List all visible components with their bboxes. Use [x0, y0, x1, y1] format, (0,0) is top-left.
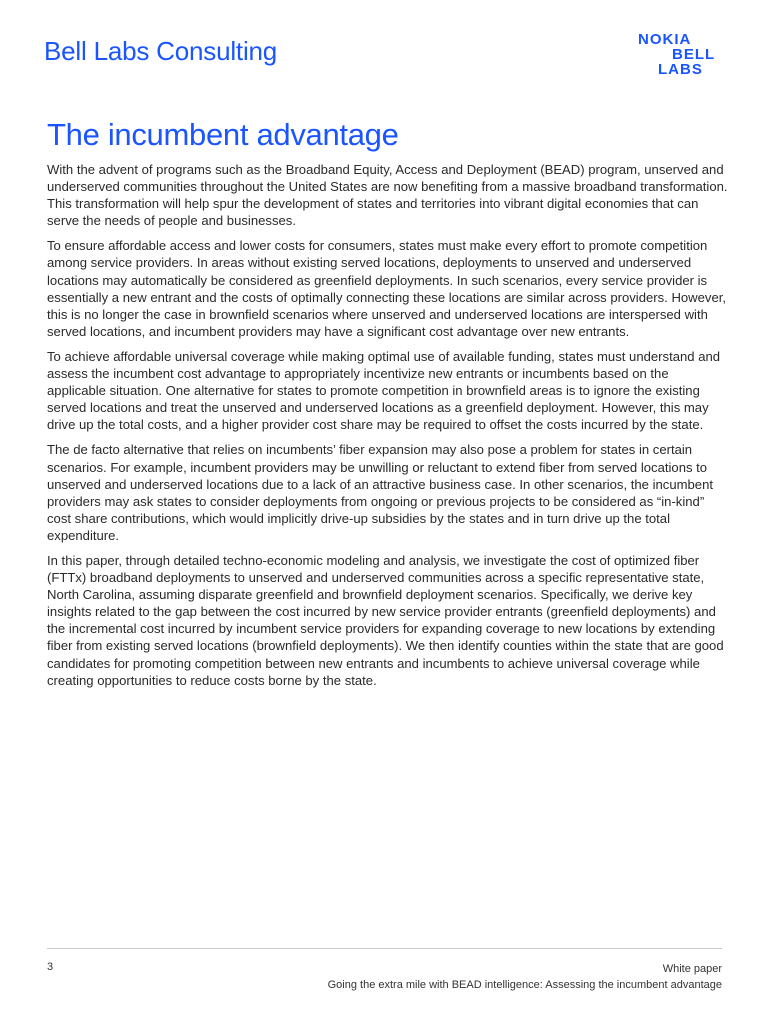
logo-line-3: LABS: [658, 61, 703, 76]
footer-doc-title: Going the extra mile with BEAD intelligence: Assessing the incumbent advantage: [327, 979, 722, 991]
brand-name: Bell Labs Consulting: [44, 36, 278, 66]
logo-line-2: BELL: [672, 46, 716, 63]
paragraph-5: In this paper, through detailed techno-economic modeling and analysis, we investigate the cost of optimized fiber (FTTx) broadband deployments to unserved and underserved communities across a specific representative state, North Carolina, assuming disparate greenfield and brownfield deployment scenarios. Specifically, we derive key insights related to the gap between the cost incurred by new service provider entrants (greenfield deployments) and the incremental cost incurred by incumbent service providers for expanding coverage to new locations by extending fiber from existing served locations (brownfield deployments). We then identify counties within the state that are good candidates for promoting competition between new entrants and incumbents to achieve universal coverage while creating opportunities to reduce costs borne by the state.: [47, 552, 724, 688]
footer-doc-type: White paper: [662, 963, 722, 975]
page-number: 3: [47, 961, 54, 973]
paragraph-1: With the advent of programs such as the Broadband Equity, Access and Deployment (BEAD) program, unserved and underserved communities throughout the United States are now benefiting from a massive broadband transformation. This transformation will help spur the development of states and territories into vibrant digital economies that can serve the needs of people and businesses.: [47, 162, 728, 229]
logo-line-1: NOKIA: [638, 31, 692, 48]
nokia-bell-labs-logo: [634, 30, 726, 76]
footer-info: [328, 961, 722, 993]
body-text: [47, 161, 731, 697]
paragraph-3: To achieve affordable universal coverage while making optimal use of available funding, states must understand and assess the incumbent cost advantage to appropriately incentivize new entrants or incumbents based on the applicable situation. One alternative for states to promote competition in brownfield areas is to ignore the existing served locations and treat the unserved and underserved locations as a greenfield deployment. However, this may drive up the total costs, and a higher provider cost share may be required to offset the costs incurred by the state.: [47, 348, 721, 433]
footer-divider: [47, 948, 722, 949]
paragraph-4: The de facto alternative that relies on incumbents’ fiber expansion may also pose a problem for states in certain scenarios. For example, incumbent providers may be unwilling or reluctant to extend fiber from served locations to unserved and underserved locations due to a lack of an attractive business case. In other scenarios, the incumbent providers may ask states to consider deployments from ongoing or previous projects to be considered as “in-kind” cost share contributions, which would implicitly drive-up subsidies by the states and in turn drive up the total expenditure.: [47, 442, 713, 543]
page-title: The incumbent advantage: [47, 117, 399, 152]
paragraph-2: To ensure affordable access and lower costs for consumers, states must make every effort to promote competition among service providers. In areas without existing served locations, deployments to unserved and underserved locations may automatically be considered as greenfield deployments. In such scenarios, every service provider is essentially a new entrant and the costs of optimally connecting these locations are similar across providers. However, this is no longer the case in brownfield scenarios where unserved and underserved locations are interspersed with served locations, and incumbent providers may have a significant cost advantage over new entrants.: [47, 238, 727, 339]
